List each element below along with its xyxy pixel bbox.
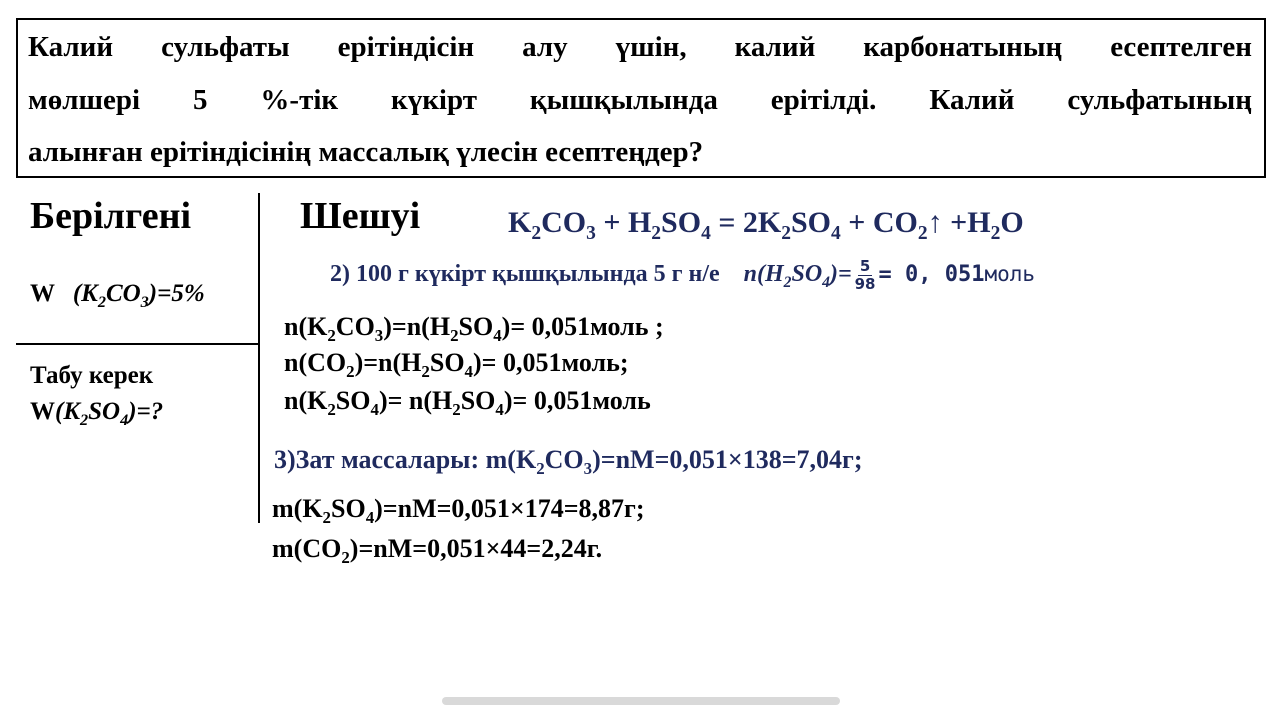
moles-3-e: )= n(H [378,386,453,415]
moles-3-h: 4 [495,400,504,420]
moles-3-a: n(K [284,386,328,415]
step-2-text: 2) 100 г күкірт қышқылында 5 г н/е [330,261,720,288]
given-divider [16,343,258,345]
problem-box [16,18,1266,178]
masses-1-c: CO [544,445,584,474]
find-w-sub-1: 2 [80,411,89,429]
find-label: Табу керек [30,362,154,389]
moles-1-d: 3 [374,326,384,346]
step-2-result: = 0, 051 [878,262,985,288]
problem-line-1: Калий сульфаты ерітіндісін алу үшін, калий карбонатының есептелген [28,31,1252,63]
moles-line-3 [284,386,651,420]
step-2-n-close: )= [829,261,852,288]
eq-sub-5: 2 [781,223,791,244]
problem-line-2: мөлшері 5 %-тік күкірт қышқылында ерітілді. Калий сульфатының [28,84,1252,116]
masses-2-a: m(K [272,494,323,523]
column-divider [258,193,260,523]
moles-3-b: 2 [327,400,336,420]
eq-part-8: ↑ +H [927,206,991,239]
moles-1-c: CO [335,312,375,341]
moles-line-2 [284,348,629,382]
step-2-unit: моль [984,262,1036,287]
eq-part-2: CO [541,206,587,239]
eq-sub-4: 4 [701,223,711,244]
eq-sub-8: 2 [990,223,1001,244]
moles-1-h: 4 [493,326,502,346]
eq-part-5: = 2K [710,206,782,239]
eq-sub-2: 3 [586,223,596,244]
moles-1-a: n(K [284,312,328,341]
step-2-fraction [855,258,876,293]
given-w-sub-2: 3 [140,293,149,311]
moles-3-d: 4 [370,400,379,420]
masses-2-b: 2 [322,508,331,528]
reaction-equation [508,206,1024,245]
given-heading: Берілгені [30,195,192,237]
solution-heading: Шешуі [300,195,421,237]
moles-1-b: 2 [327,326,336,346]
moles-2-g: )= 0,051моль; [473,348,629,377]
given-w-sub-1: 2 [97,293,106,311]
masses-1-b: 2 [536,459,545,479]
fraction-numerator: 5 [859,257,871,275]
given-w-co: CO [105,280,141,307]
find-w-sub-2: 4 [120,411,129,429]
moles-1-f: 2 [450,326,459,346]
find-w-close: )=? [128,398,164,425]
given-mass-fraction [30,280,205,312]
problem-line-3: алынған ерітіндісінің массалық үлесін есептеңдер? [28,136,704,168]
masses-line-2 [272,494,645,528]
fraction-denominator: 98 [854,275,876,293]
scroll-indicator[interactable] [442,697,840,705]
masses-line-1 [274,445,862,479]
find-target [30,398,163,430]
moles-1-i: )= 0,051моль ; [501,312,664,341]
masses-3-a: m(CO [272,534,342,563]
eq-part-6: SO [791,206,832,239]
masses-1-d: 3 [583,459,593,479]
moles-2-d: 2 [421,362,430,382]
eq-sub-7: 2 [917,223,928,244]
step-2-n-open: n(H [743,261,784,288]
step-2-line [330,258,1035,293]
find-w-symbol: W [30,398,55,425]
masses-2-e: )=nM=0,051×174=8,87г; [374,494,645,523]
eq-part-4: SO [661,206,702,239]
given-w-open: (K [72,280,98,307]
masses-1-e: )=nM=0,051×138=7,04г; [592,445,863,474]
step-2-sub-1: 2 [783,273,792,291]
masses-line-3 [272,534,602,568]
given-w-close: )=5% [148,280,205,307]
moles-1-g: SO [458,312,494,341]
masses-3-b: 2 [341,548,350,568]
moles-2-c: )=n(H [354,348,422,377]
find-w-so: SO [88,398,121,425]
moles-1-e: )=n(H [383,312,451,341]
eq-part-7: + CO [840,206,918,239]
moles-2-f: 4 [464,362,473,382]
moles-line-1 [284,312,664,346]
eq-part-3: + H [595,206,652,239]
masses-1-a: 3)Зат массалары: m(K [274,445,537,474]
eq-part-1: K [508,206,532,239]
moles-3-g: SO [460,386,496,415]
eq-sub-3: 2 [651,223,662,244]
step-2-sub-2: 4 [822,273,830,291]
given-w-symbol: W [30,280,55,307]
find-w-open: (K [55,398,80,425]
moles-2-b: 2 [346,362,355,382]
moles-3-f: 2 [452,400,461,420]
eq-part-9: O [1000,206,1024,239]
moles-3-i: )= 0,051моль [503,386,651,415]
step-2-so: SO [791,261,823,288]
eq-sub-1: 2 [531,223,542,244]
moles-2-e: SO [429,348,465,377]
moles-3-c: SO [335,386,371,415]
eq-sub-6: 4 [831,223,841,244]
masses-2-d: 4 [365,508,375,528]
masses-3-c: )=nM=0,051×44=2,24г. [349,534,603,563]
moles-2-a: n(CO [284,348,347,377]
masses-2-c: SO [331,494,366,523]
